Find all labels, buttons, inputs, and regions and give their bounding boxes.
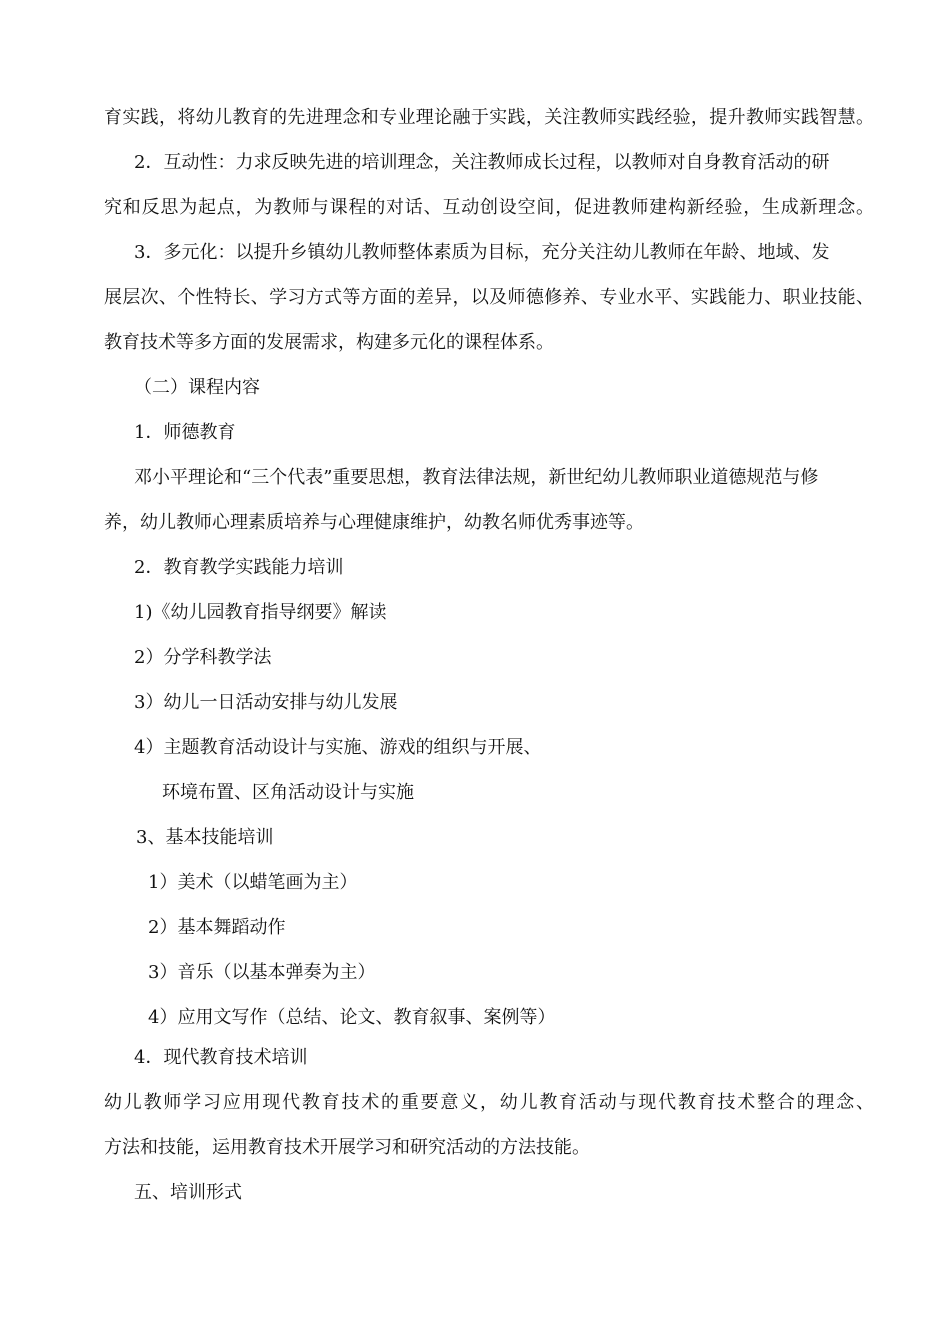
list-item: 3）幼儿一日活动安排与幼儿发展 — [134, 692, 398, 713]
subsection-heading: 2．教育教学实践能力培训 — [134, 557, 344, 578]
list-item: 4）主题教育活动设计与实施、游戏的组织与开展、 — [134, 737, 542, 758]
list-item: 2）分学科教学法 — [134, 647, 272, 668]
text-line: 3．多元化：以提升乡镇幼儿教师整体素质为目标，充分关注幼儿教师在年龄、地域、发 — [134, 242, 830, 263]
text-line: 教育技术等多方面的发展需求，构建多元化的课程体系。 — [104, 332, 554, 353]
subsection-heading: 4．现代教育技术培训 — [134, 1047, 308, 1068]
text-line: 养，幼儿教师心理素质培养与心理健康维护，幼教名师优秀事迹等。 — [104, 512, 644, 533]
text-line: 育实践，将幼儿教育的先进理念和专业理论融于实践，关注教师实践经验，提升教师实践智慧。 — [104, 107, 874, 128]
subsection-heading: 1．师德教育 — [134, 422, 236, 443]
text-line: 邓小平理论和“三个代表”重要思想，教育法律法规，新世纪幼儿教师职业道德规范与修 — [134, 467, 819, 488]
list-item: 1)《幼儿园教育指导纲要》解读 — [134, 602, 387, 623]
list-item: 4）应用文写作（总结、论文、教育叙事、案例等） — [148, 1007, 556, 1028]
list-item: 1）美术（以蜡笔画为主） — [148, 872, 358, 893]
text-line: 方法和技能，运用教育技术开展学习和研究活动的方法技能。 — [104, 1137, 590, 1158]
text-line: 幼儿教师学习应用现代教育技术的重要意义，幼儿教育活动与现代教育技术整合的理念、 — [104, 1092, 874, 1113]
list-item: 3）音乐（以基本弹奏为主） — [148, 962, 376, 983]
section-heading: 五、培训形式 — [134, 1182, 242, 1203]
list-item: 2）基本舞蹈动作 — [148, 917, 286, 938]
text-line: 2．互动性：力求反映先进的培训理念，关注教师成长过程，以教师对自身教育活动的研 — [134, 152, 830, 173]
text-line: 究和反思为起点，为教师与课程的对话、互动创设空间，促进教师建构新经验，生成新理念。 — [104, 197, 874, 218]
text-line: 展层次、个性特长、学习方式等方面的差异，以及师德修养、专业水平、实践能力、职业技能、 — [104, 287, 874, 308]
subsection-heading: 3、基本技能培训 — [136, 827, 274, 848]
list-item-continuation: 环境布置、区角活动设计与实施 — [162, 782, 414, 803]
section-heading: （二）课程内容 — [134, 377, 260, 398]
